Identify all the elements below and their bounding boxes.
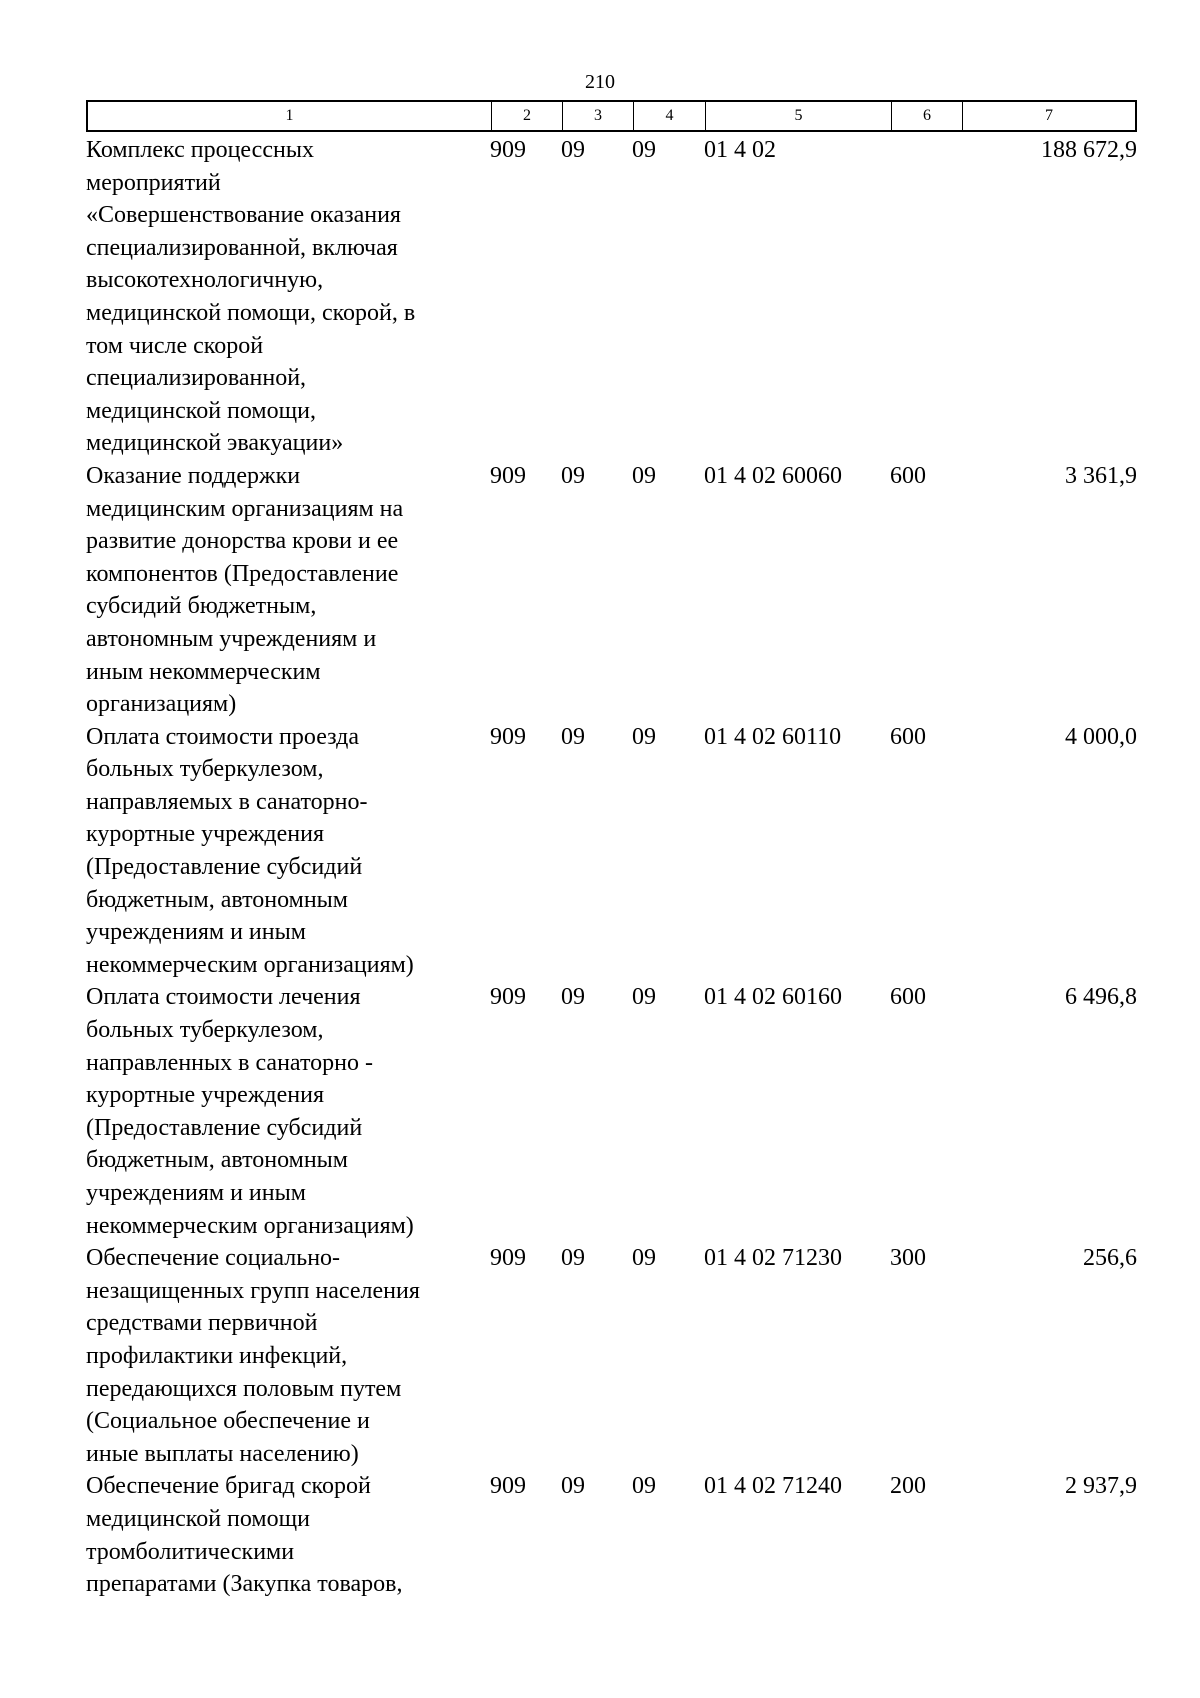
table-row <box>86 721 1137 982</box>
header-col-7: 7 <box>962 102 1135 130</box>
description-line: направляемых в санаторно- <box>86 788 368 815</box>
subsection-code: 09 <box>632 723 656 750</box>
description-line: направленных в санаторно - <box>86 1049 373 1076</box>
table-row <box>86 981 1137 1242</box>
description-line: некоммерческим организациям) <box>86 951 414 978</box>
description-line: развитие донорства крови и ее <box>86 528 399 555</box>
table-row <box>86 1470 1137 1600</box>
section-code: 09 <box>561 984 585 1011</box>
amount: 4 000,0 <box>1065 723 1137 750</box>
subsection-code: 09 <box>632 1245 656 1272</box>
expense-type-code: 300 <box>890 1245 926 1272</box>
item-description <box>86 981 489 1242</box>
amount: 256,6 <box>1083 1245 1137 1272</box>
amount: 3 361,9 <box>1065 462 1137 489</box>
header-col-2: 2 <box>491 102 562 130</box>
item-description <box>86 1242 489 1470</box>
description-line: Оплата стоимости проезда <box>86 723 360 750</box>
description-line: (Предоставление субсидий <box>86 1114 363 1141</box>
description-line: (Предоставление субсидий <box>86 854 363 881</box>
section-code: 09 <box>561 723 585 750</box>
description-line: «Совершенствование оказания <box>86 202 401 229</box>
description-line: учреждениям и иным <box>86 1180 306 1206</box>
target-article-code: 01 4 02 71240 <box>704 1473 842 1500</box>
section-code: 09 <box>561 1473 585 1500</box>
description-line: передающихся половым путем <box>86 1375 402 1402</box>
table-row <box>86 460 1137 721</box>
description-line: профилактики инфекций, <box>86 1342 348 1369</box>
target-article-code: 01 4 02 60160 <box>704 984 842 1011</box>
expense-type-code: 600 <box>890 723 926 750</box>
section-code: 09 <box>561 1245 585 1272</box>
description-line: Обеспечение бригад скорой <box>86 1473 371 1500</box>
ministry-code: 909 <box>490 1245 526 1272</box>
description-line: незащищенных групп населения <box>86 1277 420 1304</box>
header-col-4: 4 <box>633 102 705 130</box>
description-line: тромболитическими <box>86 1538 295 1565</box>
description-line: больных туберкулезом, <box>86 1017 324 1044</box>
subsection-code: 09 <box>632 1473 656 1500</box>
item-description <box>86 460 489 721</box>
description-line: Обеспечение социально- <box>86 1245 341 1272</box>
header-col-5: 5 <box>705 102 891 130</box>
description-line: высокотехнологичную, <box>86 267 324 294</box>
description-line: медицинской помощи, скорой, в <box>86 299 416 326</box>
target-article-code: 01 4 02 71230 <box>704 1245 842 1272</box>
table-header-row <box>86 100 1137 132</box>
description-line: некоммерческим организациям) <box>86 1212 414 1239</box>
description-line: компонентов (Предоставление <box>86 560 399 587</box>
description-line: средствами первичной <box>86 1310 318 1337</box>
description-line: курортные учреждения <box>86 1082 325 1109</box>
description-line: препаратами (Закупка товаров, <box>86 1571 403 1598</box>
description-line: бюджетным, автономным <box>86 886 348 913</box>
description-line: курортные учреждения <box>86 821 325 848</box>
description-line: том числе скорой <box>86 332 264 359</box>
description-line: учреждениям и иным <box>86 919 306 946</box>
ministry-code: 909 <box>490 984 526 1011</box>
amount: 2 937,9 <box>1065 1473 1137 1500</box>
description-line: (Социальное обеспечение и <box>86 1408 370 1435</box>
description-line: специализированной, <box>86 365 307 392</box>
item-description <box>86 721 489 982</box>
expense-type-code: 200 <box>890 1473 926 1500</box>
description-line: медицинской помощи <box>86 1505 310 1532</box>
table-row <box>86 134 1137 460</box>
description-line: организациям) <box>86 691 237 718</box>
target-article-code: 01 4 02 60060 <box>704 462 842 489</box>
description-line: иным некоммерческим <box>86 658 321 685</box>
ministry-code: 909 <box>490 723 526 750</box>
amount: 6 496,8 <box>1065 984 1137 1011</box>
section-code: 09 <box>561 462 585 489</box>
ministry-code: 909 <box>490 1473 526 1500</box>
header-col-1: 1 <box>285 107 294 124</box>
description-line: иные выплаты населению) <box>86 1440 359 1467</box>
target-article-code: 01 4 02 60110 <box>704 723 842 750</box>
subsection-code: 09 <box>632 137 656 163</box>
description-line: мероприятий <box>86 169 221 196</box>
header-col-3: 3 <box>562 102 633 130</box>
target-article-code: 01 4 02 <box>704 137 776 163</box>
description-line: специализированной, включая <box>86 234 398 261</box>
expense-type-code: 600 <box>890 462 926 489</box>
header-col-6: 6 <box>891 102 962 130</box>
description-line: медицинским организациям на <box>86 495 404 522</box>
item-description <box>86 1470 489 1600</box>
subsection-code: 09 <box>632 462 656 489</box>
section-code: 09 <box>561 137 585 163</box>
table-body <box>86 134 1137 1601</box>
description-line: субсидий бюджетным, <box>86 593 317 620</box>
description-line: больных туберкулезом, <box>86 756 324 783</box>
ministry-code: 909 <box>490 462 526 489</box>
amount: 188 672,9 <box>1041 137 1137 163</box>
description-line: медицинской эвакуации» <box>86 430 344 457</box>
description-line: медицинской помощи, <box>86 397 316 424</box>
page-number: 210 <box>585 71 615 93</box>
description-line: автономным учреждениям и <box>86 625 377 652</box>
description-line: бюджетным, автономным <box>86 1147 348 1174</box>
expense-type-code: 600 <box>890 984 926 1011</box>
ministry-code: 909 <box>490 137 526 163</box>
description-line: Комплекс процессных <box>86 137 314 163</box>
description-line: Оплата стоимости лечения <box>86 984 361 1011</box>
item-description <box>86 134 489 460</box>
description-line: Оказание поддержки <box>86 462 301 489</box>
subsection-code: 09 <box>632 984 656 1011</box>
table-row <box>86 1242 1137 1470</box>
